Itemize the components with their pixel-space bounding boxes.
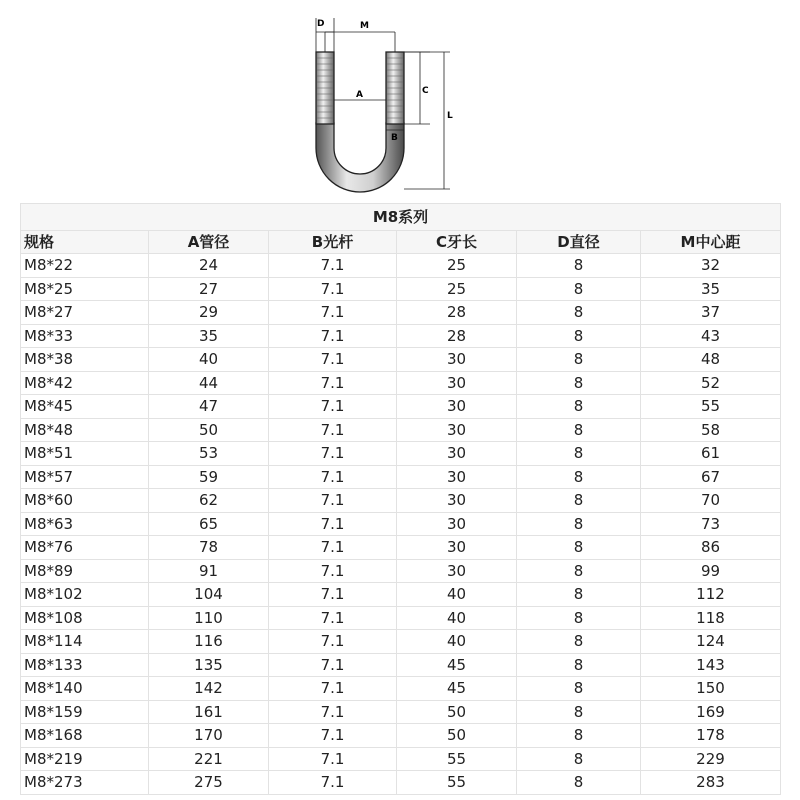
- spec-table: [20, 203, 781, 795]
- dim-label-a: A: [356, 90, 363, 100]
- cell-a: 59: [149, 465, 269, 489]
- cell-d: 8: [517, 512, 641, 536]
- cell-c: 25: [397, 277, 517, 301]
- cell-spec: M8*133: [21, 653, 149, 677]
- cell-d: 8: [517, 395, 641, 419]
- cell-a: 116: [149, 630, 269, 654]
- table-row: [21, 324, 781, 348]
- cell-spec: M8*27: [21, 301, 149, 325]
- cell-c: 55: [397, 747, 517, 771]
- table-row: [21, 395, 781, 419]
- cell-m: 118: [641, 606, 781, 630]
- cell-b: 7.1: [269, 395, 397, 419]
- cell-spec: M8*60: [21, 489, 149, 513]
- cell-c: 30: [397, 465, 517, 489]
- cell-b: 7.1: [269, 489, 397, 513]
- cell-d: 8: [517, 418, 641, 442]
- header-c-thread-length: C牙长: [397, 231, 517, 254]
- cell-spec: M8*140: [21, 677, 149, 701]
- table-row: [21, 700, 781, 724]
- cell-m: 169: [641, 700, 781, 724]
- cell-c: 45: [397, 653, 517, 677]
- cell-m: 32: [641, 254, 781, 278]
- cell-m: 55: [641, 395, 781, 419]
- table-row: [21, 583, 781, 607]
- cell-m: 178: [641, 724, 781, 748]
- cell-b: 7.1: [269, 700, 397, 724]
- cell-d: 8: [517, 653, 641, 677]
- cell-a: 65: [149, 512, 269, 536]
- cell-d: 8: [517, 771, 641, 795]
- cell-spec: M8*114: [21, 630, 149, 654]
- cell-b: 7.1: [269, 771, 397, 795]
- cell-a: 91: [149, 559, 269, 583]
- cell-c: 28: [397, 301, 517, 325]
- cell-c: 30: [397, 348, 517, 372]
- table-row: [21, 301, 781, 325]
- cell-d: 8: [517, 324, 641, 348]
- cell-d: 8: [517, 277, 641, 301]
- cell-m: 70: [641, 489, 781, 513]
- table-row: [21, 418, 781, 442]
- cell-a: 24: [149, 254, 269, 278]
- table-row: [21, 771, 781, 795]
- cell-m: 124: [641, 630, 781, 654]
- cell-c: 55: [397, 771, 517, 795]
- cell-spec: M8*273: [21, 771, 149, 795]
- table-row: [21, 606, 781, 630]
- cell-c: 30: [397, 512, 517, 536]
- cell-spec: M8*102: [21, 583, 149, 607]
- cell-c: 30: [397, 442, 517, 466]
- table-row: [21, 254, 781, 278]
- cell-b: 7.1: [269, 301, 397, 325]
- cell-m: 99: [641, 559, 781, 583]
- header-m-center-distance: M中心距: [641, 231, 781, 254]
- u-bolt-diagram: [296, 8, 466, 198]
- cell-c: 40: [397, 606, 517, 630]
- table-header-row: [21, 231, 781, 254]
- cell-a: 104: [149, 583, 269, 607]
- cell-m: 73: [641, 512, 781, 536]
- cell-spec: M8*63: [21, 512, 149, 536]
- cell-a: 161: [149, 700, 269, 724]
- table-row: [21, 348, 781, 372]
- cell-b: 7.1: [269, 606, 397, 630]
- dim-label-l: L: [447, 111, 453, 121]
- cell-c: 30: [397, 559, 517, 583]
- table-row: [21, 747, 781, 771]
- table-row: [21, 677, 781, 701]
- cell-a: 44: [149, 371, 269, 395]
- cell-d: 8: [517, 747, 641, 771]
- cell-c: 25: [397, 254, 517, 278]
- cell-d: 8: [517, 371, 641, 395]
- cell-spec: M8*57: [21, 465, 149, 489]
- cell-b: 7.1: [269, 747, 397, 771]
- cell-c: 30: [397, 489, 517, 513]
- cell-a: 110: [149, 606, 269, 630]
- cell-b: 7.1: [269, 418, 397, 442]
- cell-b: 7.1: [269, 559, 397, 583]
- cell-m: 150: [641, 677, 781, 701]
- table-row: [21, 489, 781, 513]
- cell-spec: M8*168: [21, 724, 149, 748]
- dim-label-d: D: [317, 19, 325, 29]
- cell-c: 50: [397, 724, 517, 748]
- cell-b: 7.1: [269, 324, 397, 348]
- header-a-pipe-diameter: A管径: [149, 231, 269, 254]
- cell-d: 8: [517, 465, 641, 489]
- cell-d: 8: [517, 348, 641, 372]
- cell-spec: M8*22: [21, 254, 149, 278]
- cell-a: 40: [149, 348, 269, 372]
- cell-b: 7.1: [269, 653, 397, 677]
- cell-c: 50: [397, 700, 517, 724]
- table-body: [21, 254, 781, 795]
- table-row: [21, 653, 781, 677]
- cell-b: 7.1: [269, 630, 397, 654]
- cell-b: 7.1: [269, 677, 397, 701]
- cell-d: 8: [517, 442, 641, 466]
- table-row: [21, 536, 781, 560]
- cell-spec: M8*25: [21, 277, 149, 301]
- cell-d: 8: [517, 677, 641, 701]
- cell-a: 135: [149, 653, 269, 677]
- cell-c: 30: [397, 536, 517, 560]
- cell-a: 142: [149, 677, 269, 701]
- cell-c: 45: [397, 677, 517, 701]
- u-bolt-shape: [316, 52, 404, 192]
- cell-a: 50: [149, 418, 269, 442]
- table-title: M8系列: [20, 203, 781, 230]
- cell-d: 8: [517, 301, 641, 325]
- cell-d: 8: [517, 536, 641, 560]
- cell-b: 7.1: [269, 254, 397, 278]
- cell-m: 52: [641, 371, 781, 395]
- cell-b: 7.1: [269, 583, 397, 607]
- cell-spec: M8*89: [21, 559, 149, 583]
- table-row: [21, 724, 781, 748]
- cell-m: 112: [641, 583, 781, 607]
- table-row: [21, 465, 781, 489]
- cell-a: 275: [149, 771, 269, 795]
- cell-a: 221: [149, 747, 269, 771]
- cell-spec: M8*76: [21, 536, 149, 560]
- cell-m: 43: [641, 324, 781, 348]
- cell-c: 40: [397, 583, 517, 607]
- cell-c: 28: [397, 324, 517, 348]
- cell-spec: M8*108: [21, 606, 149, 630]
- dim-label-m: M: [360, 21, 369, 31]
- cell-a: 53: [149, 442, 269, 466]
- cell-c: 30: [397, 371, 517, 395]
- header-spec: 规格: [21, 231, 149, 254]
- cell-m: 48: [641, 348, 781, 372]
- table-row: [21, 371, 781, 395]
- cell-m: 37: [641, 301, 781, 325]
- cell-a: 47: [149, 395, 269, 419]
- cell-a: 170: [149, 724, 269, 748]
- cell-m: 283: [641, 771, 781, 795]
- table-row: [21, 512, 781, 536]
- cell-m: 229: [641, 747, 781, 771]
- cell-a: 29: [149, 301, 269, 325]
- cell-b: 7.1: [269, 465, 397, 489]
- table-row: [21, 277, 781, 301]
- cell-b: 7.1: [269, 348, 397, 372]
- cell-spec: M8*159: [21, 700, 149, 724]
- cell-a: 78: [149, 536, 269, 560]
- cell-m: 86: [641, 536, 781, 560]
- cell-d: 8: [517, 583, 641, 607]
- cell-spec: M8*38: [21, 348, 149, 372]
- cell-d: 8: [517, 606, 641, 630]
- cell-m: 61: [641, 442, 781, 466]
- header-b-shank: B光杆: [269, 231, 397, 254]
- cell-b: 7.1: [269, 442, 397, 466]
- cell-b: 7.1: [269, 536, 397, 560]
- dim-label-c: C: [422, 86, 429, 96]
- cell-d: 8: [517, 700, 641, 724]
- cell-c: 30: [397, 418, 517, 442]
- cell-spec: M8*42: [21, 371, 149, 395]
- cell-a: 27: [149, 277, 269, 301]
- cell-b: 7.1: [269, 724, 397, 748]
- cell-d: 8: [517, 630, 641, 654]
- cell-spec: M8*219: [21, 747, 149, 771]
- cell-m: 35: [641, 277, 781, 301]
- spec-table-container: [20, 203, 780, 795]
- cell-a: 35: [149, 324, 269, 348]
- table-row: [21, 559, 781, 583]
- cell-m: 58: [641, 418, 781, 442]
- cell-spec: M8*48: [21, 418, 149, 442]
- header-d-diameter: D直径: [517, 231, 641, 254]
- cell-d: 8: [517, 559, 641, 583]
- cell-d: 8: [517, 724, 641, 748]
- dim-label-b: B: [391, 133, 398, 143]
- cell-d: 8: [517, 489, 641, 513]
- cell-m: 67: [641, 465, 781, 489]
- cell-b: 7.1: [269, 512, 397, 536]
- table-row: [21, 630, 781, 654]
- cell-spec: M8*45: [21, 395, 149, 419]
- cell-d: 8: [517, 254, 641, 278]
- cell-c: 30: [397, 395, 517, 419]
- cell-b: 7.1: [269, 371, 397, 395]
- cell-c: 40: [397, 630, 517, 654]
- cell-spec: M8*33: [21, 324, 149, 348]
- cell-b: 7.1: [269, 277, 397, 301]
- table-row: [21, 442, 781, 466]
- cell-spec: M8*51: [21, 442, 149, 466]
- cell-m: 143: [641, 653, 781, 677]
- cell-a: 62: [149, 489, 269, 513]
